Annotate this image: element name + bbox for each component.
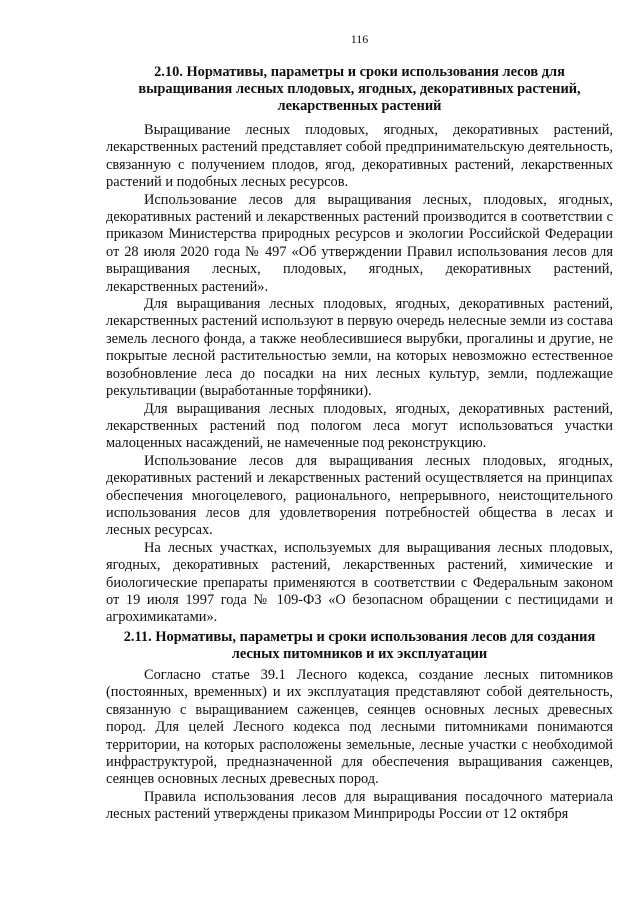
section-title-line: 2.11. Нормативы, параметры и сроки использования лесов для создания bbox=[123, 629, 596, 645]
paragraph: На лесных участках, используемых для выращивания лесных плодовых, ягодных, декоративных растений, лекарственных растений, химические и биологические препараты применяются в соответствии с Федеральным законом от 19 июля 1997 года № 109-ФЗ «О безопасном обращении с пестицидами и агрохимикатами». bbox=[106, 539, 613, 626]
paragraph: Использование лесов для выращивания лесных плодовых, ягодных, декоративных растений и лекарственных растений осуществляется на принципах обеспечения многоцелевого, рационального, непрерывного, неистощительного использования лесов для удовлетворения потребностей общества в лесах и лесных ресурсах. bbox=[106, 452, 613, 539]
section-title-line: 2.10. Нормативы, параметры и сроки использования лесов для bbox=[154, 64, 565, 80]
section-title-2-10 bbox=[106, 64, 613, 115]
paragraph: Для выращивания лесных плодовых, ягодных, декоративных растений, лекарственных растений используют в первую очередь нелесные земли из состава земель лесного фонда, а также необлесившиеся вырубки, прогалины и другие, не покрытые лесной растительностью земли, на которых невозможно естественное возобновление леса до посадки на них лесных культур, земли, подлежащие рекультивации (выработанные торфяники). bbox=[106, 296, 613, 400]
paragraph: Для выращивания лесных плодовых, ягодных, декоративных растений, лекарственных растений под пологом леса могут использоваться участки малоценных насаждений, не намеченные под реконструкцию. bbox=[106, 400, 613, 452]
section-title-line: выращивания лесных плодовых, ягодных, декоративных растений, bbox=[138, 81, 581, 97]
section-title-line: лекарственных растений bbox=[277, 98, 442, 114]
paragraph: Правила использования лесов для выращивания посадочного материала лесных растений утверждены приказом Минприроды России от 12 октября bbox=[106, 788, 613, 823]
section-title-2-11 bbox=[106, 629, 613, 663]
paragraph: Согласно статье 39.1 Лесного кодекса, создание лесных питомников (постоянных, временных) и их эксплуатация представляют собой деятельность, связанную с выращиванием саженцев, сеянцев основных лесных древесных пород. Для целей Лесного кодекса под лесными питомниками понимаются территории, на которых расположены земельные, лесные участки с необходимой инфраструктурой, предназначенной для обеспечения выращивания саженцев, сеянцев основных лесных древесных пород. bbox=[106, 667, 613, 788]
paragraph: Выращивание лесных плодовых, ягодных, декоративных растений, лекарственных растений представляет собой предпринимательскую деятельность, связанную с получением плодов, ягод, декоративных растений, лекарственных растений и подобных лесных ресурсов. bbox=[106, 122, 613, 191]
paragraph: Использование лесов для выращивания лесных, плодовых, ягодных, декоративных растений и лекарственных растений производится в соответствии с приказом Министерства природных ресурсов и экологии Российской Федерации от 28 июля 2020 года № 497 «Об утверждении Правил использования лесов для выращивания лесных, плодовых, ягодных, декоративных растений, лекарственных растений». bbox=[106, 191, 613, 295]
page-number: 116 bbox=[350, 32, 369, 46]
section-title-line: лесных питомников и их эксплуатации bbox=[231, 646, 488, 662]
section-body-2-10 bbox=[106, 122, 613, 627]
section-body-2-11 bbox=[106, 667, 613, 824]
